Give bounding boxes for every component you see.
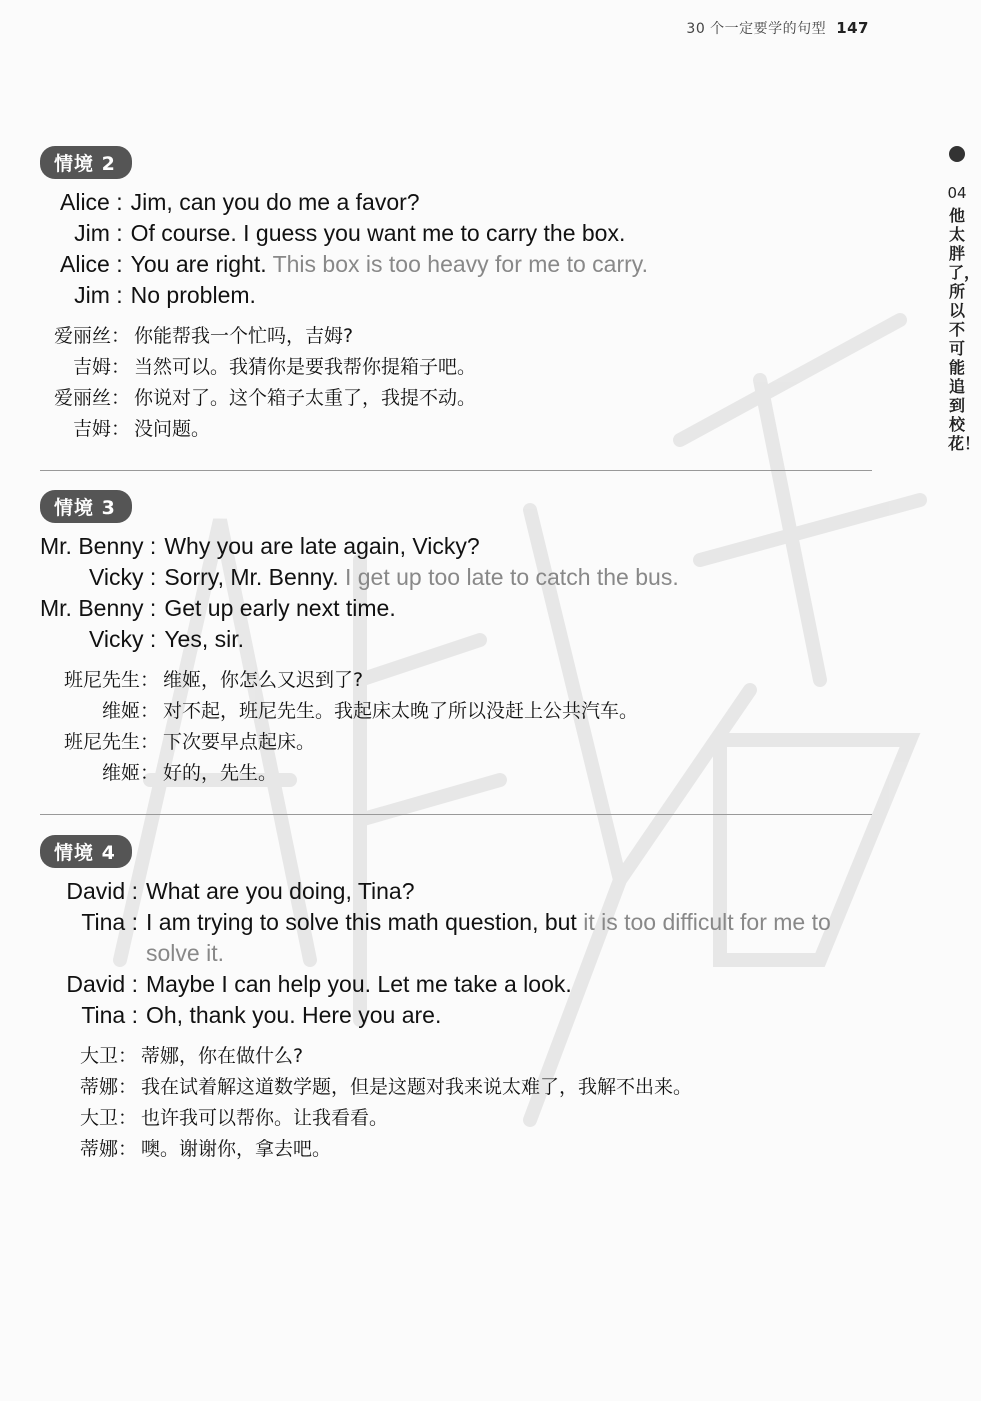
dialogue-line — [60, 280, 648, 311]
speaker-label: 班尼先生： — [64, 669, 160, 691]
dialogue-line — [40, 593, 679, 624]
speaker-label: 大卫： — [80, 1107, 138, 1129]
translation-line — [80, 1103, 692, 1134]
english-dialogue — [58, 876, 858, 1031]
line-text: 没问题。 — [134, 418, 211, 440]
highlighted-sentence: it is too difficult for me to solve it. — [146, 909, 831, 966]
speaker-label: 维姬： — [102, 700, 160, 722]
translation-line — [64, 665, 638, 696]
section-badge: 情境 3 — [40, 490, 132, 523]
speaker-label: Vicky : — [89, 564, 157, 590]
dialogue-line — [40, 562, 679, 593]
dialogue-section — [40, 490, 872, 789]
chapter-title-vertical: 他太胖了，所以不可能追到校花！ — [948, 206, 981, 453]
chapter-side-tab — [942, 140, 981, 453]
speaker-label: Mr. Benny : — [40, 533, 157, 559]
line-text: Oh, thank you. Here you are. — [146, 1002, 442, 1028]
translation-line — [80, 1072, 692, 1103]
speaker-label: Jim : — [74, 282, 123, 308]
chinese-translation — [54, 321, 476, 445]
dialogue-line — [60, 218, 648, 249]
speaker-label: 维姬： — [102, 762, 160, 784]
speaker-label: Tina : — [81, 1002, 138, 1028]
dialogue-section — [40, 835, 872, 1165]
line-text: 下次要早点起床。 — [163, 731, 316, 753]
section-badge: 情境 4 — [40, 835, 132, 868]
translation-line — [64, 758, 638, 789]
translation-line — [80, 1134, 692, 1165]
chinese-translation — [80, 1041, 692, 1165]
line-text: No problem. — [130, 282, 256, 308]
section-badge: 情境 2 — [40, 146, 132, 179]
speaker-label: Alice : — [60, 189, 123, 215]
dialogue-line — [60, 249, 648, 280]
chinese-translation — [64, 665, 638, 789]
line-text: Why you are late again, Vicky? — [164, 533, 480, 559]
line-text: 你说对了。这个箱子太重了，我提不动。 — [134, 387, 477, 409]
speaker-label: Alice : — [60, 251, 123, 277]
translation-line — [54, 321, 476, 352]
translation-line — [80, 1041, 692, 1072]
translation-line — [54, 383, 476, 414]
speaker-label: 吉姆： — [73, 356, 131, 378]
line-text: 蒂娜，你在做什么? — [141, 1045, 304, 1067]
speaker-label: 蒂娜： — [80, 1076, 138, 1098]
line-text: Get up early next time. — [164, 595, 396, 621]
line-text: 也许我可以帮你。让我看看。 — [141, 1107, 389, 1129]
translation-line — [64, 696, 638, 727]
speaker-label: Tina : — [81, 909, 138, 935]
dialogue-section — [40, 146, 872, 445]
section-divider — [40, 470, 872, 471]
highlighted-sentence: This box is too heavy for me to carry. — [272, 251, 648, 277]
line-text: 维姬，你怎么又迟到了? — [163, 669, 364, 691]
speaker-label: 爱丽丝： — [54, 325, 131, 347]
dialogue-line — [60, 187, 648, 218]
translation-line — [54, 352, 476, 383]
translation-line — [54, 414, 476, 445]
line-text: 好的，先生。 — [163, 762, 278, 784]
line-text: What are you doing, Tina? — [146, 878, 415, 904]
chapter-number: 04 — [947, 184, 967, 202]
line-text: I am trying to solve this math question, but it is too difficult for me to solve it. — [146, 909, 831, 966]
line-text: 你能帮我一个忙吗，吉姆? — [134, 325, 354, 347]
line-text: Jim, can you do me a favor? — [130, 189, 420, 215]
line-text: Maybe I can help you. Let me take a look. — [146, 971, 572, 997]
line-text: 噢。谢谢你，拿去吧。 — [141, 1138, 332, 1160]
line-text: You are right. This box is too heavy for me to carry. — [130, 251, 648, 277]
english-dialogue — [60, 187, 648, 311]
section-divider — [40, 814, 872, 815]
line-text: 我在试着解这道数学题，但是这题对我来说太难了，我解不出来。 — [141, 1076, 693, 1098]
speaker-label: 班尼先生： — [64, 731, 160, 753]
chapter-marker-dot — [949, 146, 965, 162]
dialogue-line — [58, 907, 858, 969]
dialogue-line — [40, 531, 679, 562]
dialogue-line — [58, 876, 858, 907]
highlighted-sentence: I get up too late to catch the bus. — [344, 564, 679, 590]
speaker-label: 爱丽丝： — [54, 387, 131, 409]
speaker-label: Jim : — [74, 220, 123, 246]
speaker-label: 大卫： — [80, 1045, 138, 1067]
line-text: 对不起，班尼先生。我起床太晚了所以没赶上公共汽车。 — [163, 700, 639, 722]
speaker-label: Mr. Benny : — [40, 595, 157, 621]
running-header — [686, 18, 869, 38]
line-text: Sorry, Mr. Benny. I get up too late to catch the bus. — [164, 564, 679, 590]
speaker-label: Vicky : — [89, 626, 157, 652]
speaker-label: David : — [66, 878, 138, 904]
english-dialogue — [40, 531, 679, 655]
book-title: 30 个一定要学的句型 — [686, 21, 827, 37]
dialogue-line — [58, 969, 858, 1000]
speaker-label: 吉姆： — [73, 418, 131, 440]
page-number: 147 — [836, 19, 869, 37]
dialogue-line — [40, 624, 679, 655]
speaker-label: 蒂娜： — [80, 1138, 138, 1160]
translation-line — [64, 727, 638, 758]
speaker-label: David : — [66, 971, 138, 997]
line-text: 当然可以。我猜你是要我帮你提箱子吧。 — [134, 356, 477, 378]
line-text: Of course. I guess you want me to carry the box. — [130, 220, 626, 246]
dialogue-line — [58, 1000, 858, 1031]
line-text: Yes, sir. — [164, 626, 245, 652]
